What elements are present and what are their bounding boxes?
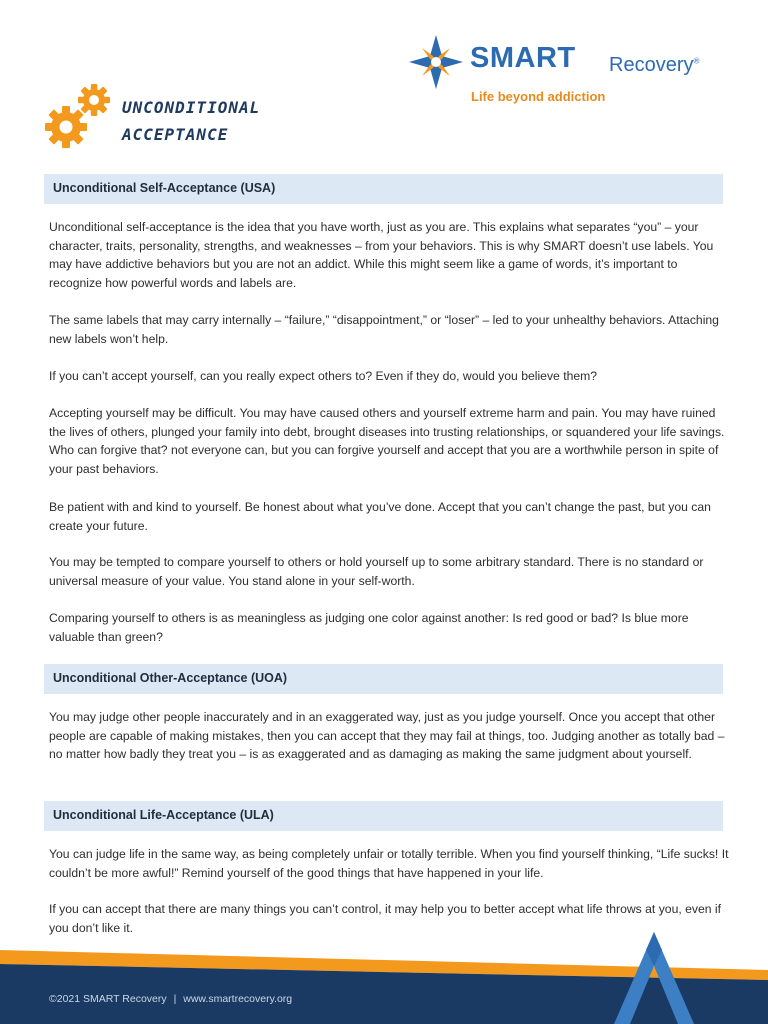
- smart-recovery-logo: [408, 34, 728, 110]
- logo-recovery-text: Recovery®: [609, 54, 700, 76]
- section-heading-uoa: Unconditional Other-Acceptance (UOA): [44, 664, 723, 694]
- usa-paragraph-5: Be patient with and kind to yourself. Be honest about what you’ve done. Accept that you can’t change the past, but you can create your future.: [49, 500, 711, 533]
- usa-paragraph-2: The same labels that may carry internally – “failure,” “disappointment,” or “loser” – led to your unhealthy behaviors. Attaching new labels won’t help.: [49, 313, 719, 346]
- section-heading-ula: Unconditional Life-Acceptance (ULA): [44, 801, 723, 831]
- usa-paragraph-4: Accepting yourself may be difficult. You may have caused others and yourself extreme harm and pain. You may have ruined the lives of others, plunged your family into debt, brought diseases into trusting relationships, or squandered your life savings. Who can forgive that? not everyone can, but you can forgive yourself and accept that you are a worthwhile person in spite of your past behaviors.: [49, 406, 725, 476]
- ula-paragraph-2: If you can accept that there are many things you can’t control, it may help you to better accept what life throws at you, even if you don’t like it.: [49, 902, 722, 935]
- logo-brand-text: SMART: [470, 42, 576, 74]
- gears-icon: [44, 80, 116, 152]
- footer-separator: |: [173, 993, 177, 1005]
- compass-star-icon: [408, 34, 464, 90]
- uoa-paragraph-1: You may judge other people inaccurately and in an exaggerated way, just as you judge yourself. Once you accept that other people are capable of making mistakes, then you can accept that they may fail at things, too. Judging another as totally bad – no matter how badly they treat you – is as exaggerated and as damaging as making the same judgment about yourself.: [49, 710, 725, 761]
- footer-website-link[interactable]: www.smartrecovery.org: [183, 993, 293, 1005]
- page-title-line2: ACCEPTANCE: [122, 125, 229, 144]
- usa-paragraph-1: Unconditional self-acceptance is the idea that you have worth, just as you are. This explains what separates “you” – your character, traits, personality, strengths, and weaknesses – from your behaviors. This is why SMART doesn’t use labels. You may have addictive behaviors but you are not an addict. While this might seem like a game of words, it’s important to recognize how powerful words and labels are.: [49, 220, 714, 290]
- footer-text: [49, 993, 292, 1005]
- usa-paragraph-3: If you can’t accept yourself, can you really expect others to? Even if they do, would you believe them?: [49, 369, 598, 383]
- section-heading-usa: Unconditional Self-Acceptance (USA): [44, 174, 723, 204]
- footer-copyright: ©2021 SMART Recovery: [49, 993, 167, 1005]
- page-title-line1: UNCONDITIONAL: [122, 98, 261, 117]
- registered-mark: ®: [693, 56, 700, 66]
- footer-band: [0, 920, 768, 1024]
- usa-paragraph-6: You may be tempted to compare yourself to others or hold yourself up to some arbitrary standard. There is no standard or universal measure of your value. You stand alone in your self-worth.: [49, 555, 704, 588]
- usa-paragraph-7: Comparing yourself to others is as meaningless as judging one color against another: Is red good or bad? Is blue more valuable than green?: [49, 611, 689, 644]
- logo-tagline: Life beyond addiction: [471, 89, 606, 104]
- page-title: [122, 94, 260, 148]
- ula-paragraph-1: You can judge life in the same way, as being completely unfair or totally terrible. When you find yourself thinking, “Life sucks! It couldn’t be more awful!” Remind yourself of the good things that have happened in your life.: [49, 847, 729, 880]
